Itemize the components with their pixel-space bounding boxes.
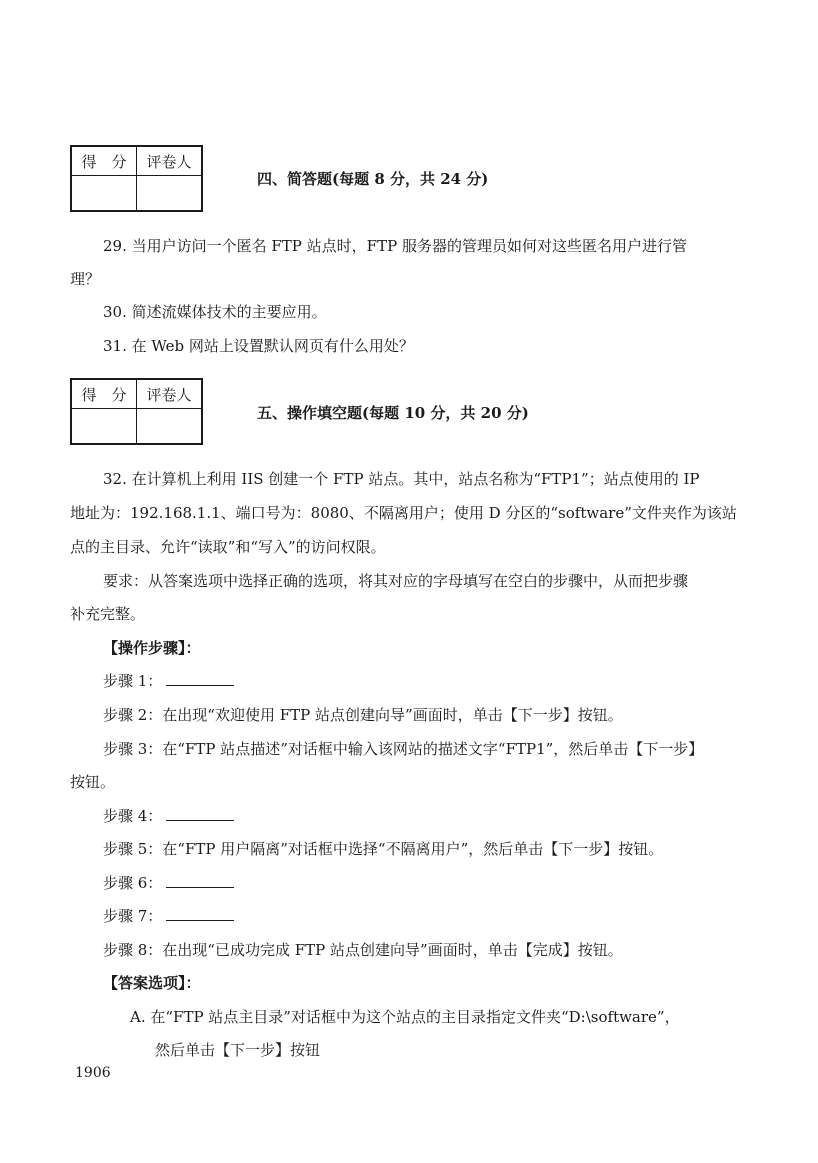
grader-cell: [137, 409, 203, 445]
question-32-line1: 32. 在计算机上利用 IIS 创建一个 FTP 站点。其中，站点名称为“FTP1”；站点使用的 IP: [103, 470, 700, 488]
question-30: 30. 简述流媒体技术的主要应用。: [103, 303, 327, 321]
step-8: 步骤 8：在出现“已成功完成 FTP 站点创建向导”画面时，单击【完成】按钮。: [103, 941, 623, 959]
question-32-line3: 点的主目录、允许“读取”和“写入”的访问权限。: [70, 538, 386, 556]
step-5: 步骤 5：在“FTP 用户隔离”对话框中选择“不隔离用户”，然后单击【下一步】按钮。: [103, 840, 664, 858]
grader-cell: [137, 176, 203, 212]
requirement-line2: 补充完整。: [70, 605, 146, 623]
step-7-label: 步骤 7：: [103, 907, 163, 925]
option-a-line1: A. 在“FTP 站点主目录”对话框中为这个站点的主目录指定文件夹“D:\software”，: [130, 1008, 680, 1026]
options-heading: 【答案选项】：: [103, 974, 201, 992]
step-1-blank: [166, 671, 234, 686]
step-6: [103, 872, 234, 893]
question-32-line2: 地址为：192.168.1.1、端口号为：8080、不隔离用户；使用 D 分区的“software”文件夹作为该站: [70, 504, 737, 522]
score-header: 得 分: [71, 379, 137, 409]
grader-header: 评卷人: [137, 146, 203, 176]
section4-title: 四、简答题(每题 8 分，共 24 分): [257, 170, 489, 188]
steps-heading: 【操作步骤】：: [103, 639, 201, 657]
step-3-line2: 按钮。: [70, 773, 116, 791]
step-6-blank: [166, 873, 234, 888]
section5-title: 五、操作填空题(每题 10 分，共 20 分): [257, 404, 529, 422]
step-4: [103, 805, 234, 826]
step-2: 步骤 2：在出现“欢迎使用 FTP 站点创建向导”画面时，单击【下一步】按钮。: [103, 706, 623, 724]
step-1-label: 步骤 1：: [103, 672, 163, 690]
step-1: [103, 670, 234, 691]
page-number: 1906: [75, 1065, 111, 1081]
score-box-section4: [70, 145, 203, 212]
question-29-line2: 理？: [70, 270, 101, 288]
question-31: 31. 在 Web 网站上设置默认网页有什么用处？: [103, 337, 414, 355]
option-a-line2: 然后单击【下一步】按钮: [155, 1041, 321, 1059]
step-3-line1: 步骤 3：在“FTP 站点描述”对话框中输入该网站的描述文字“FTP1”，然后单击【下一步】: [103, 740, 704, 758]
score-cell: [71, 176, 137, 212]
score-cell: [71, 409, 137, 445]
grader-header: 评卷人: [137, 379, 203, 409]
step-7-blank: [166, 906, 234, 921]
score-box-section5: [70, 378, 203, 445]
score-header: 得 分: [71, 146, 137, 176]
step-4-label: 步骤 4：: [103, 807, 163, 825]
question-29-line1: 29. 当用户访问一个匿名 FTP 站点时，FTP 服务器的管理员如何对这些匿名用户进行管: [103, 237, 687, 255]
requirement-line1: 要求：从答案选项中选择正确的选项，将其对应的字母填写在空白的步骤中，从而把步骤: [103, 572, 689, 590]
step-7: [103, 905, 234, 926]
step-4-blank: [166, 806, 234, 821]
step-6-label: 步骤 6：: [103, 874, 163, 892]
